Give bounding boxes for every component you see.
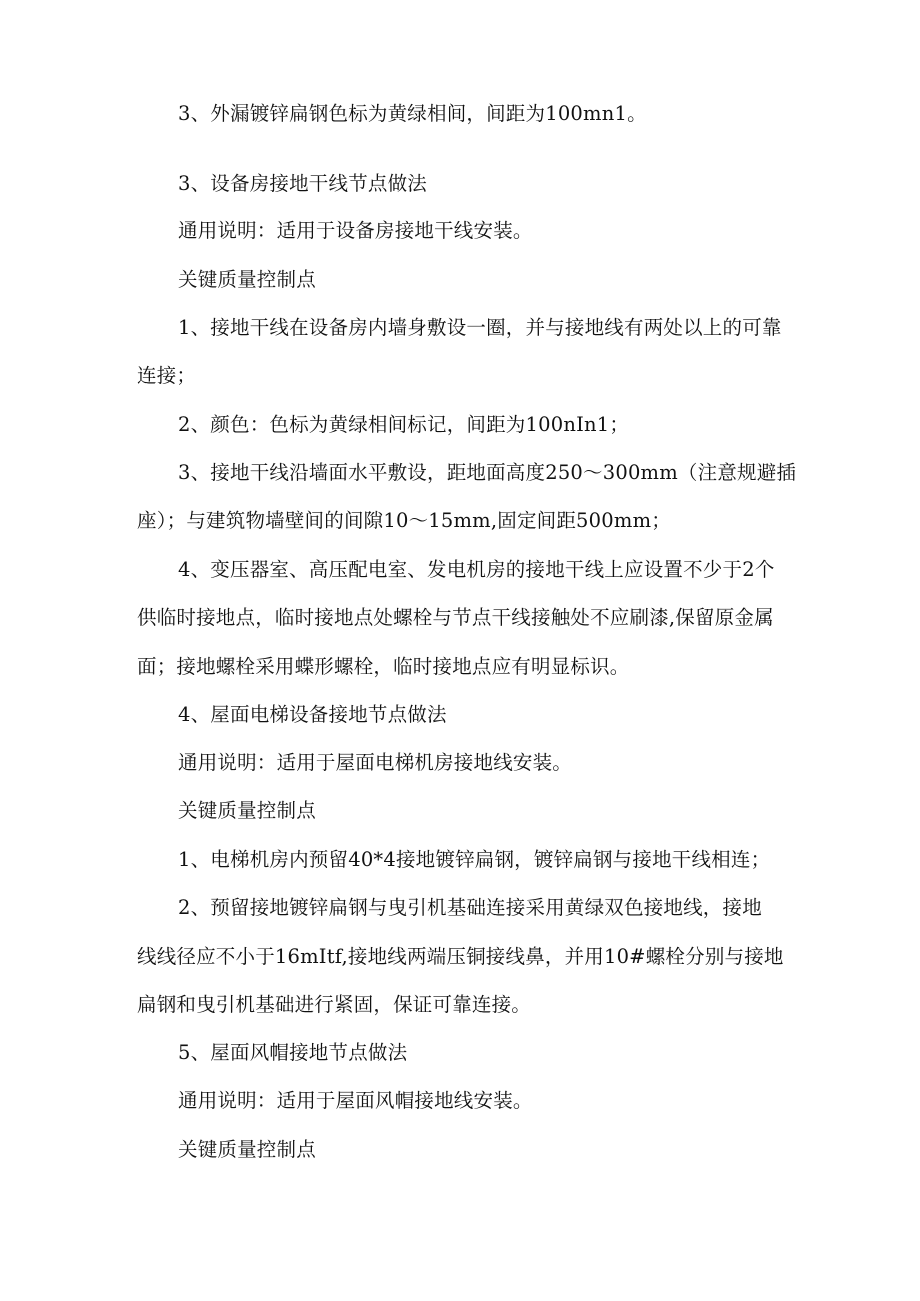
text-line: 2、预留接地镀锌扁钢与曳引机基础连接采用黄绿双色接地线，接地 [178,896,762,919]
text-line: 通用说明：适用于屋面风帽接地线安装。 [178,1089,533,1112]
text-line: 3、外漏镀锌扁钢色标为黄绿相间，间距为100mn1。 [178,102,647,125]
text-line: 2、颜色：色标为黄绿相间标记，间距为100nIn1； [178,413,630,436]
text-line: 3、接地干线沿墙面水平敷设，距地面高度250～300mm（注意规避插 [178,461,797,484]
text-line: 面；接地螺栓采用蝶形螺栓，临时接地点应有明显标识。 [137,655,630,678]
text-line: 通用说明：适用于屋面电梯机房接地线安装。 [178,751,573,774]
text-line: 4、变压器室、高压配电室、发电机房的接地干线上应设置不少于2个 [178,558,775,581]
text-line: 扁钢和曳引机基础进行紧固，保证可靠连接。 [137,993,532,1016]
text-line: 座）；与建筑物墙壁间的间隙10～15mm,固定间距500mm； [137,509,671,532]
text-line: 通用说明：适用于设备房接地干线安装。 [178,219,533,242]
section-heading: 5、屋面风帽接地节点做法 [178,1041,408,1064]
subheading: 关键质量控制点 [178,799,316,822]
text-line: 连接； [137,364,197,387]
subheading: 关键质量控制点 [178,268,316,291]
section-heading: 3、设备房接地干线节点做法 [178,172,428,195]
text-line: 1、电梯机房内预留40*4接地镀锌扁钢，镀锌扁钢与接地干线相连； [178,848,771,871]
subheading: 关键质量控制点 [178,1138,316,1161]
text-line: 线线径应不小于16mItf,接地线两端压铜接线鼻，并用10#螺栓分别与接地 [137,945,784,968]
section-heading: 4、屋面电梯设备接地节点做法 [178,703,447,726]
text-line: 供临时接地点，临时接地点处螺栓与节点干线接触处不应刷漆,保留原金属 [137,606,774,629]
text-line: 1、接地干线在设备房内墙身敷设一圈，并与接地线有两处以上的可靠 [178,316,782,339]
